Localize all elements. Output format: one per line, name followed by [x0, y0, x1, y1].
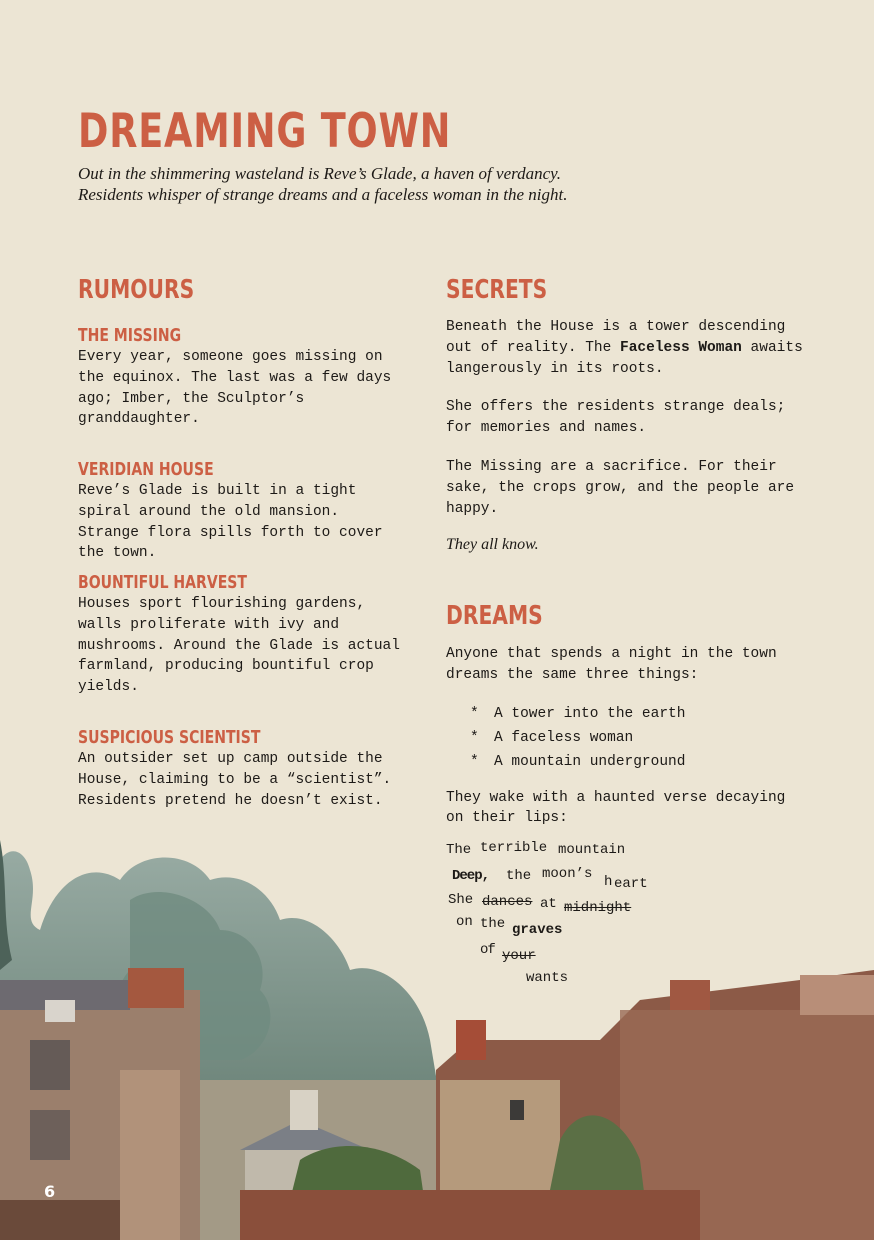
secret-text: Beneath the House is a tower descending out of reality. The: [446, 319, 786, 356]
secret-paragraph: The Missing are a sacrifice. For their sake, the crops grow, and the people are happy.: [446, 458, 795, 517]
rumour-veridian-house: [78, 459, 408, 564]
rumour-text: Reve’s Glade is built in a tight spiral around the old mansion. Strange flora spills forth to cover the town.: [78, 483, 383, 562]
verse-word: moon’s: [542, 866, 593, 882]
rumour-text: Houses sport flourishing gardens, walls proliferate with ivy and mushrooms. Around the Glade is actual farmland, producing bountiful crop yields.: [78, 596, 400, 696]
dream-list: [470, 702, 806, 774]
dream-item: A mountain underground: [494, 753, 686, 770]
secrets-dreams-column: [446, 275, 806, 827]
page-title: DREAMING TOWN: [78, 104, 452, 159]
rumour-title: VERIDIAN HOUSE: [78, 459, 214, 480]
rumour-title: THE MISSING: [78, 325, 182, 346]
rumour-title: BOUNTIFUL HARVEST: [78, 572, 247, 593]
verse-word: h: [604, 874, 613, 890]
rumour-bountiful-harvest: [78, 572, 408, 698]
rumour-text: An outsider set up camp outside the House, claiming to be a “scientist”. Residents pretend he doesn’t exist.: [78, 751, 392, 809]
haunted-verse: [446, 842, 746, 1002]
rumour-suspicious-scientist: [78, 727, 408, 811]
bullet: *: [470, 705, 479, 722]
verse-word: midnight: [564, 900, 632, 916]
verse-word: your: [502, 948, 536, 964]
verse-word: Deep,: [452, 868, 490, 884]
secrets-heading: SECRETS: [446, 275, 548, 305]
rumours-heading: RUMOURS: [78, 275, 195, 305]
verse-word: wants: [526, 970, 569, 986]
bullet: *: [470, 729, 479, 746]
dreams-heading: DREAMS: [446, 601, 543, 631]
rumour-title: SUSPICIOUS SCIENTIST: [78, 727, 261, 748]
verse-word: She: [448, 892, 474, 908]
verse-word: mountain: [558, 842, 626, 858]
list-item: [470, 726, 806, 750]
verse-word: dances: [482, 894, 533, 910]
rumour-the-missing: [78, 325, 408, 430]
verse-word: the: [480, 916, 506, 932]
secret-paragraph: [446, 317, 806, 379]
secrets-body: [446, 317, 806, 556]
secret-text: awaits langerously in its roots.: [446, 339, 803, 377]
verse-word: graves: [512, 922, 563, 938]
verse-word: at: [540, 896, 557, 912]
list-item: [470, 750, 806, 774]
intro-text: Out in the shimmering wasteland is Reve’s Glade, a haven of verdancy. Residents whisper of strange dreams and a faceless woman in the night.: [78, 164, 568, 204]
rumour-text: Every year, someone goes missing on the equinox. The last was a few days ago; Imber, the Sculptor’s granddaughter.: [78, 349, 392, 428]
dream-item: A faceless woman: [494, 729, 634, 746]
verse-word: The: [446, 842, 472, 858]
dream-item: A tower into the earth: [494, 705, 686, 722]
faceless-woman-bold: Faceless Woman: [620, 339, 742, 356]
dreams-outro: They wake with a haunted verse decaying on their lips:: [446, 789, 786, 827]
secret-paragraph: She offers the residents strange deals; for memories and names.: [446, 399, 786, 437]
dreams-body: [446, 644, 806, 829]
list-item: [470, 702, 806, 726]
page-number: 6: [44, 1182, 56, 1201]
dreams-intro: Anyone that spends a night in the town dreams the same three things:: [446, 646, 777, 683]
verse-word: of: [480, 942, 495, 958]
rumours-column: [78, 275, 408, 809]
bullet: *: [470, 753, 479, 770]
verse-word: the: [506, 868, 532, 884]
verse-word: terrible: [480, 840, 548, 856]
left-buildings: [0, 968, 200, 1240]
secret-closing-line: They all know.: [446, 536, 539, 554]
verse-word: on: [456, 914, 473, 930]
verse-word: eart: [614, 876, 648, 892]
